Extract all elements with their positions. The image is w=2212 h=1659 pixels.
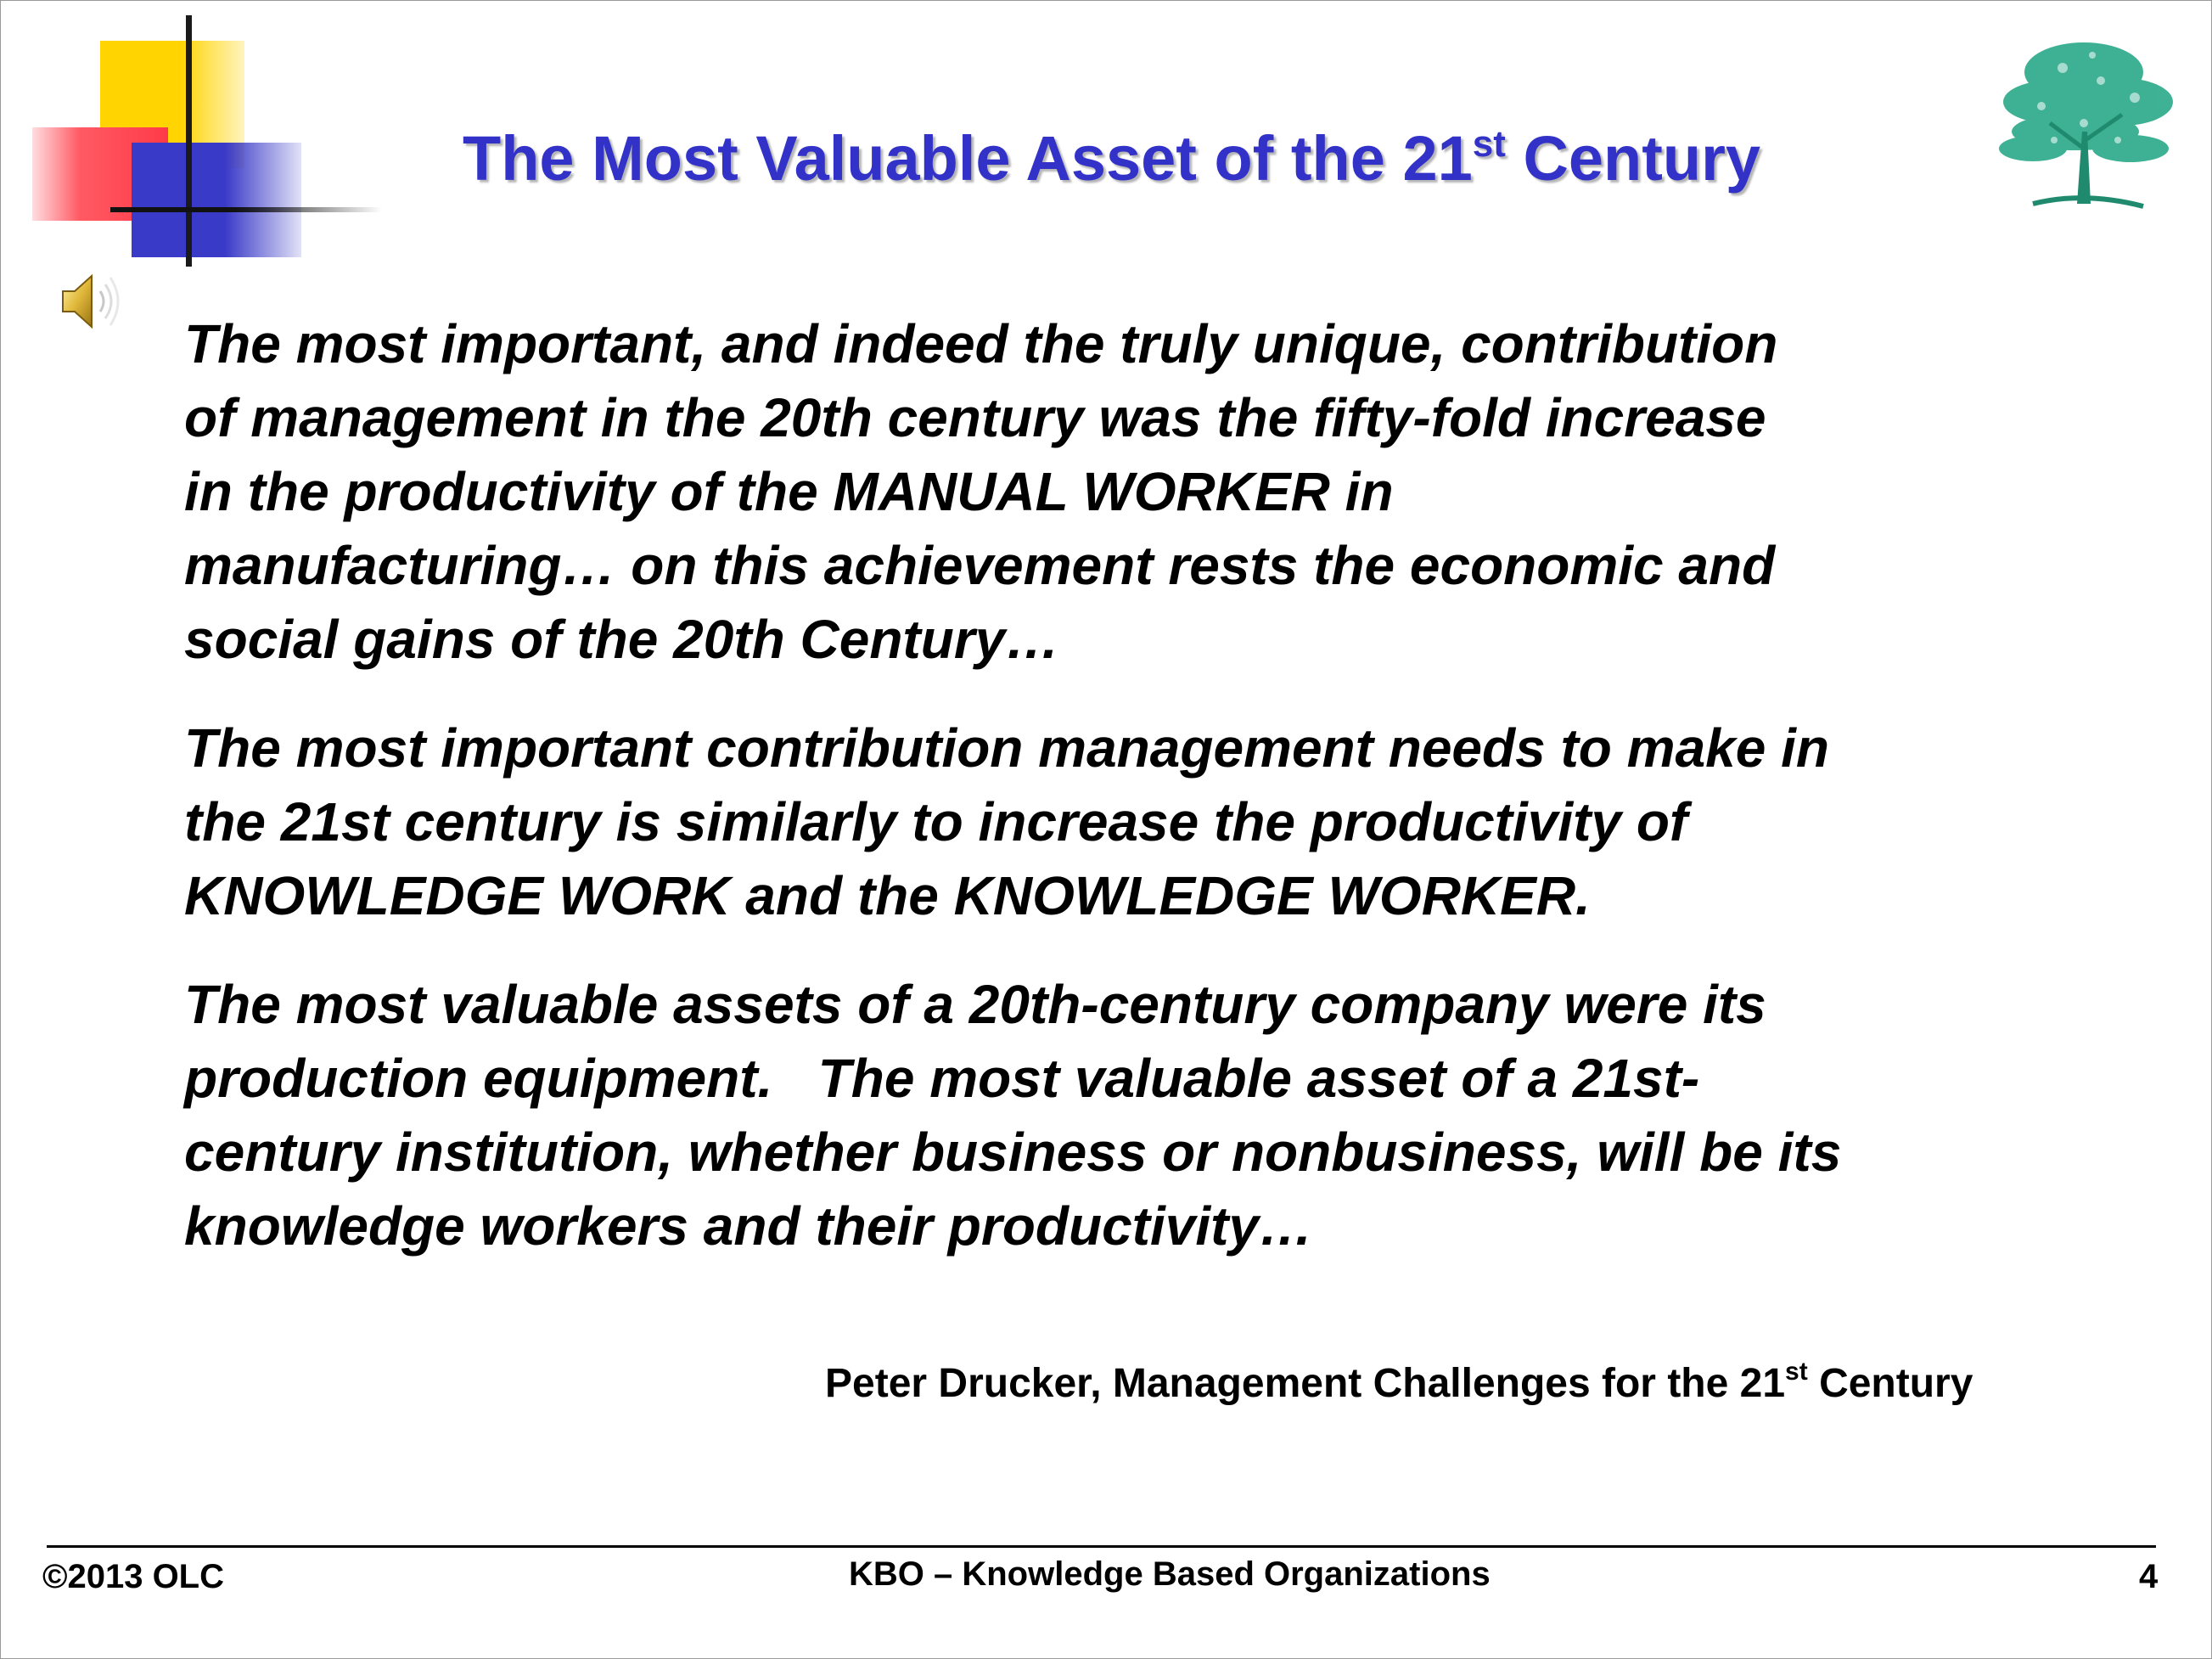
- attribution-superscript: st: [1785, 1358, 1808, 1386]
- attribution-main: Peter Drucker, Management Challenges for the 21: [825, 1361, 1786, 1406]
- quote-line: The most important contribution management needs to make in: [184, 717, 1829, 779]
- quote-line: of management in the 20th century was the fifty-fold increase: [184, 387, 1766, 448]
- quote-line: knowledge workers and their productivity…: [184, 1195, 1314, 1257]
- quote-attribution: [825, 1357, 1973, 1409]
- footer-divider: [47, 1545, 2156, 1548]
- quote-line: the 21st century is similarly to increase the productivity of: [184, 791, 1688, 852]
- quote-line: production equipment. The most valuable asset of a 21st-: [184, 1048, 1700, 1109]
- slide-title-superscript: st: [1472, 123, 1506, 165]
- quote-line: manufacturing… on this achievement rests the economic and: [184, 535, 1776, 596]
- quote-line: The most valuable assets of a 20th-century company were its: [184, 974, 1766, 1035]
- quote-paragraph-2: [184, 711, 2086, 933]
- decorative-blue-square: [132, 143, 301, 257]
- slide-title-main: The Most Valuable Asset of the 21: [463, 123, 1473, 194]
- speaker-icon[interactable]: [58, 267, 126, 335]
- quote-line: century institution, whether business or nonbusiness, will be its: [184, 1122, 1842, 1183]
- quote-line: social gains of the 20th Century…: [184, 609, 1060, 670]
- page-number: 4: [2139, 1558, 2159, 1595]
- slide-title-end: Century: [1505, 123, 1761, 194]
- quote-paragraph-1: [184, 307, 2086, 677]
- attribution-end: Century: [1807, 1361, 1973, 1406]
- footer-copyright: ©2013 OLC: [42, 1558, 225, 1595]
- quote-line: The most important, and indeed the truly unique, contribution: [184, 313, 1778, 374]
- tree-logo-icon: [1982, 21, 2186, 221]
- slide-title: [463, 123, 1761, 194]
- quote-line: in the productivity of the MANUAL WORKER in: [184, 461, 1394, 522]
- decorative-vertical-line: [186, 15, 192, 267]
- quote-paragraph-3: [184, 968, 2086, 1263]
- decorative-horizontal-line: [110, 207, 382, 212]
- footer-title: KBO – Knowledge Based Organizations: [849, 1555, 1491, 1593]
- quote-line: KNOWLEDGE WORK and the KNOWLEDGE WORKER.: [184, 865, 1591, 926]
